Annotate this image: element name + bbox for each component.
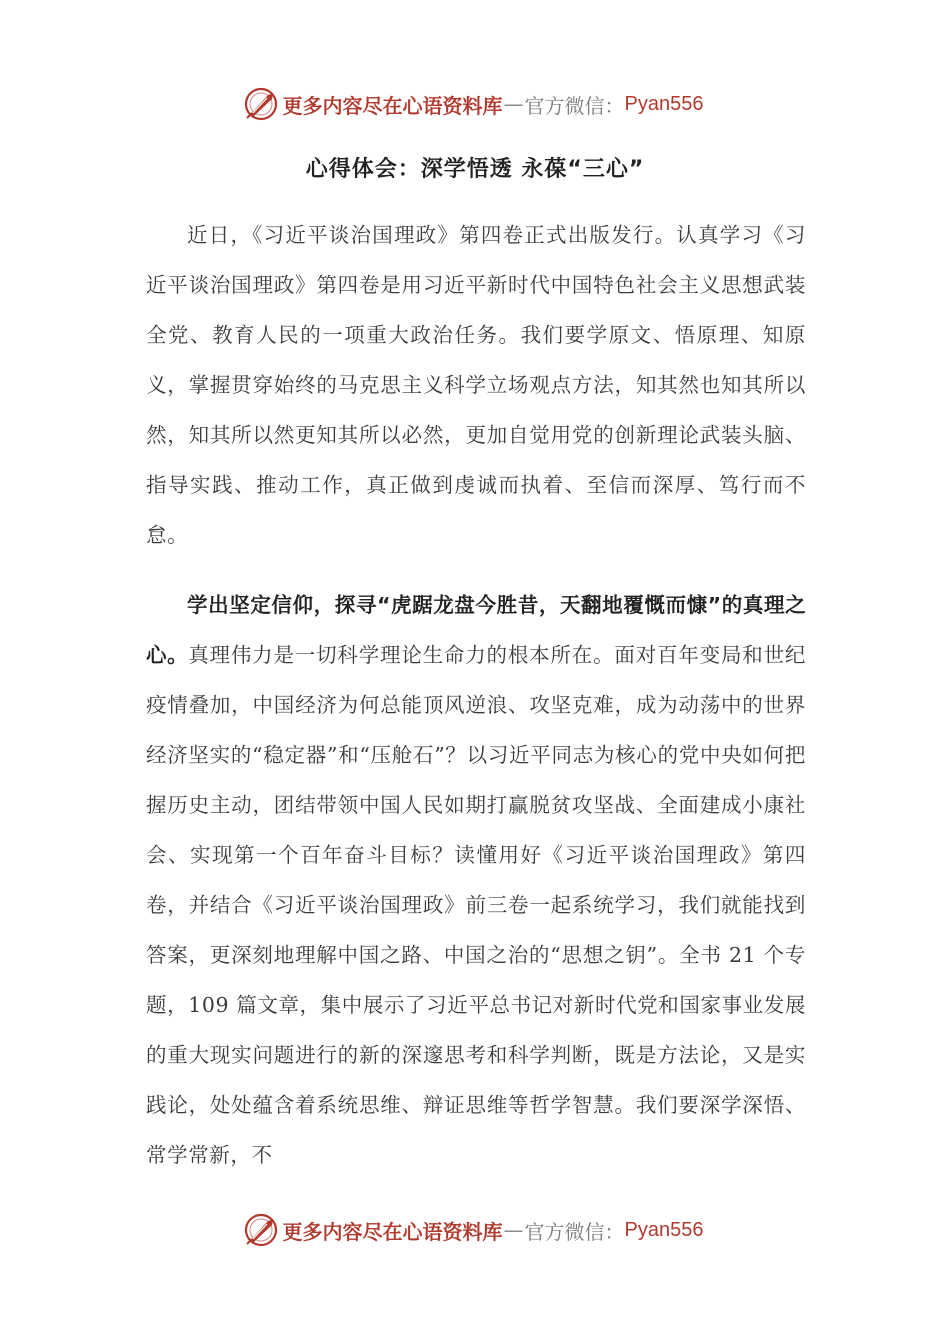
banner-dash: — — [503, 1218, 524, 1242]
banner-dash: — — [503, 92, 524, 116]
paragraph-intro-text: 近日，《习近平谈治国理政》第四卷正式出版发行。认真学习《习近平谈治国理政》第四卷是用习近平新时代中国特色社会主义思想武装全党、教育人民的一项重大政治任务。我们要学原文、悟原理、知原义，掌握贯穿始终的马克思主义科学立场观点方法，知其然也知其所以然，知其所以然更知其所以必然，更加自觉用党的创新理论武装头脑、指导实践、推动工作，真正做到虔诚而执着、至信而深厚、笃行而不怠。 — [146, 223, 806, 547]
banner-site-name: 更多内容尽在心语资料库 — [282, 93, 503, 118]
header-banner-inner — [243, 86, 704, 122]
quill-logo-icon — [243, 86, 279, 122]
banner-site-name: 更多内容尽在心语资料库 — [282, 1219, 503, 1244]
document-body — [146, 210, 806, 1180]
paragraph-truth-text: 真理伟力是一切科学理论生命力的根本所在。面对百年变局和世纪疫情叠加，中国经济为何总能顶风逆浪、攻坚克难，成为动荡中的世界经济坚实的“稳定器”和“压舱石”？以习近平同志为核心的党中央如何把握历史主动，团结带领中国人民如期打赢脱贫攻坚战、全面建成小康社会、实现第一个百年奋斗目标？读懂用好《习近平谈治国理政》第四卷，并结合《习近平谈治国理政》前三卷一起系统学习，我们就能找到答案，更深刻地理解中国之路、中国之治的“思想之钥”。全书 21 个专题，109 篇文章，集中展示了习近平总书记对新时代党和国家事业发展的重大现实问题进行的新的深邃思考和科学判断，既是方法论，又是实践论，处处蕴含着系统思维、辩证思维等哲学智慧。我们要深学深悟、常学常新，不 — [146, 643, 806, 1167]
paragraph-truth-lead: 学出坚定信仰，探寻“虎踞龙盘今胜昔，天翻地覆慨而慷”的真理之心。 — [146, 593, 806, 667]
header-banner — [0, 84, 950, 124]
footer-banner-inner — [243, 1212, 704, 1248]
banner-wechat-id: Pyan556 — [624, 1218, 704, 1241]
banner-wechat-label: 官方微信： — [524, 93, 625, 118]
document-title: 心得体会：深学悟透 永葆“三心” — [305, 157, 645, 182]
footer-banner — [0, 1210, 950, 1250]
quill-logo-icon — [243, 1212, 279, 1248]
paragraph-truth — [146, 580, 806, 1180]
paragraph-intro — [146, 210, 806, 560]
banner-wechat-id: Pyan556 — [624, 92, 704, 115]
banner-wechat-label: 官方微信： — [524, 1219, 625, 1244]
